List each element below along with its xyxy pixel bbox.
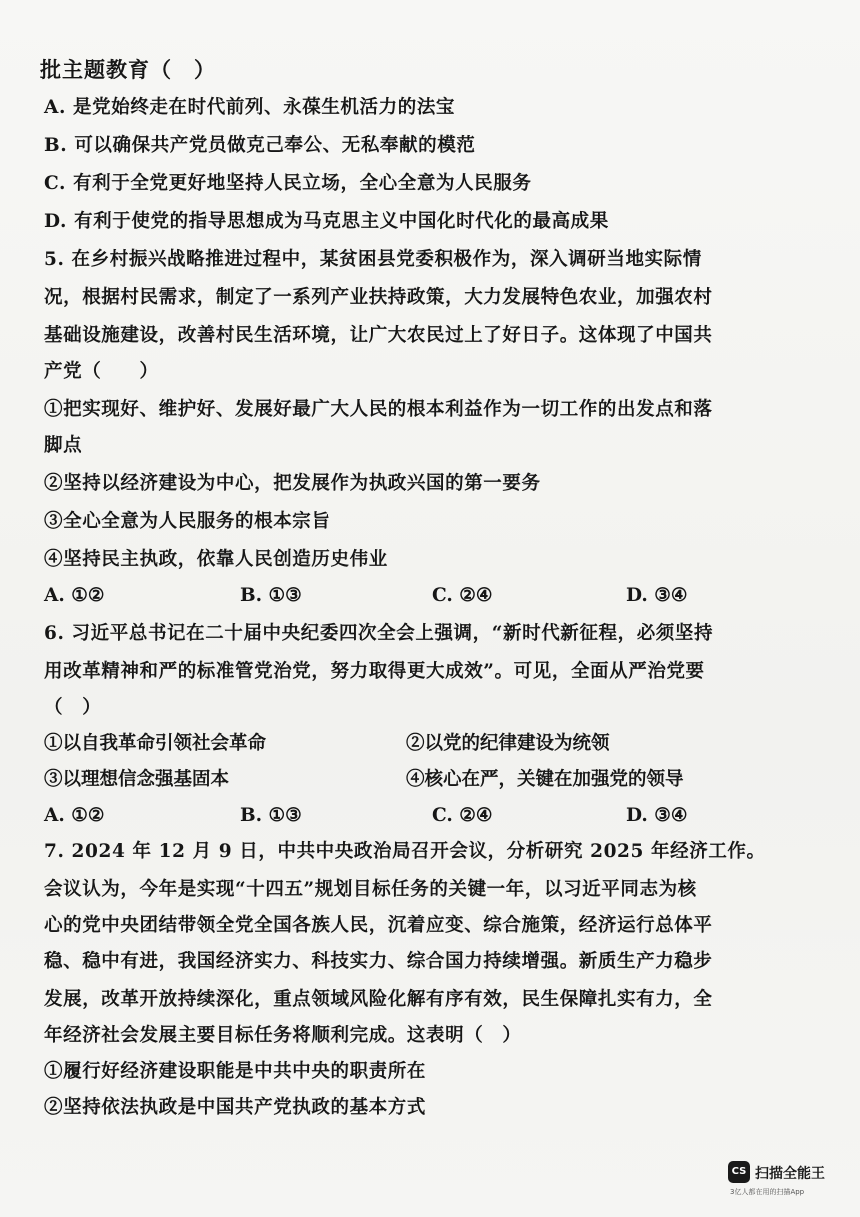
q5-choice-d: D. ③④ [626,585,688,606]
q7-item-1: ①履行好经济建设职能是中共中央的职责所在 [44,1061,427,1082]
q6-choice-d: D. ③④ [626,805,688,826]
q5-choice-b: B. ①③ [240,585,302,606]
q4-option-a: A. 是党始终走在时代前列、永葆生机活力的法宝 [44,97,456,118]
q5-choice-c: C. ②④ [432,585,493,606]
q5-item-1-cont: 脚点 [44,435,83,456]
q4-option-d: D. 有利于使党的指导思想成为马克思主义中国化时代化的最高成果 [44,211,609,232]
q7-stem-line-1: 7. 2024 年 12 月 9 日，中共中央政治局召开会议，分析研究 2025 年经济工作。 [44,841,766,862]
scanner-watermark [728,1161,838,1201]
q5-item-2: ②坚持以经济建设为中心，把发展作为执政兴国的第一要务 [44,473,541,494]
q5-stem-line-3: 基础设施建设，改善村民生活环境，让广大农民过上了好日子。这体现了中国共 [44,325,713,346]
q7-stem-line-3: 心的党中央团结带领全党全国各族人民，沉着应变、综合施策，经济运行总体平 [44,915,713,936]
q7-stem-line-4: 稳、稳中有进，我国经济实力、科技实力、综合国力持续增强。新质生产力稳步 [44,951,713,972]
q6-item-1: ①以自我革命引领社会革命 [44,733,267,754]
q6-item-2: ②以党的纪律建设为统领 [406,733,610,754]
watermark-title: 扫描全能王 [755,1166,825,1182]
q5-stem-line-1: 5. 在乡村振兴战略推进过程中，某贫困县党委积极作为，深入调研当地实际情 [44,249,702,270]
q7-stem-line-6: 年经济社会发展主要目标任务将顺利完成。这表明（ ） [44,1025,522,1046]
q7-stem-line-5: 发展，改革开放持续深化，重点领域风险化解有序有效，民生保障扎实有力，全 [44,989,713,1010]
q7-item-2: ②坚持依法执政是中国共产党执政的基本方式 [44,1097,427,1118]
q6-stem-line-1: 6. 习近平总书记在二十届中央纪委四次全会上强调，“新时代新征程，必须坚持 [44,623,714,644]
camscanner-logo-icon: CS [728,1161,750,1183]
q5-stem-line-4: 产党（ ） [44,361,159,382]
q5-item-3: ③全心全意为人民服务的根本宗旨 [44,511,331,532]
question-4-stem-tail: 批主题教育（ ） [40,57,216,82]
q6-item-4: ④核心在严，关键在加强党的领导 [406,769,684,790]
q7-stem-line-2: 会议认为，今年是实现“十四五”规划目标任务的关键一年，以习近平同志为核 [44,879,697,900]
watermark-subtitle: 3亿人都在用的扫描App [730,1188,805,1196]
q6-stem-line-2: 用改革精神和严的标准管党治党，努力取得更大成效”。可见，全面从严治党要 [44,661,705,682]
q5-stem-line-2: 况，根据村民需求，制定了一系列产业扶持政策，大力发展特色农业，加强农村 [44,287,713,308]
q6-item-3: ③以理想信念强基固本 [44,769,230,790]
q5-item-1: ①把实现好、维护好、发展好最广大人民的根本利益作为一切工作的出发点和落 [44,399,713,420]
q6-choice-b: B. ①③ [240,805,302,826]
q6-stem-line-3: （ ） [44,697,102,718]
q5-choice-a: A. ①② [44,585,105,606]
q6-choice-c: C. ②④ [432,805,493,826]
q6-choice-a: A. ①② [44,805,105,826]
q5-item-4: ④坚持民主执政，依靠人民创造历史伟业 [44,549,388,570]
q4-option-b: B. 可以确保共产党员做克己奉公、无私奉献的模范 [44,135,476,156]
q4-option-c: C. 有利于全党更好地坚持人民立场，全心全意为人民服务 [44,173,532,194]
